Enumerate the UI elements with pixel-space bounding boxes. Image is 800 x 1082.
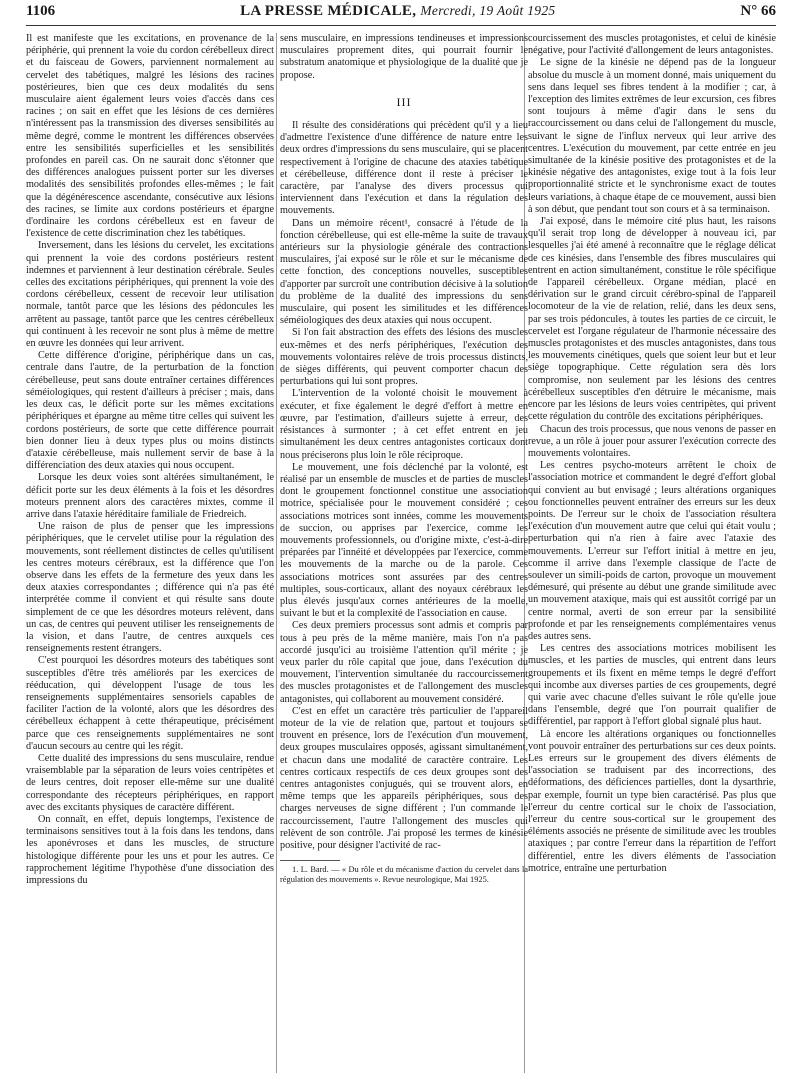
paragraph: Inversement, dans les lésions du cervelet, les excitations qui prennent la voie des cordons postérieurs restent indemnes et parviennent à leur destination cérébrale. Seules celles des excitations périphériques, qui prennent la voie des cordons cérébelleux, cessent de recevoir leur utilisation normale, tantôt parce que les lésions des pédoncules les arrêtent au passage, tantôt parce que les centres cérébelleux qui continuent à les recevoir ne sont plus à même de mettre en œuvre les données qui leur arrivent.: [26, 240, 274, 350]
paragraph: C'est en effet un caractère très particulier de l'appareil moteur de la vie de relation que, partout et toujours se trouvent en présence, lors de l'exécution d'un mouvement, deux groupes musculaires opposés, agissant simultanément, et chacun dans une modalité de caractère contraire. Les centres corticaux respectifs de ces deux groupes sont des centres antagonistes conjugués, qui se trouvent alors, en même temps que les appareils périphériques, sous des charges nerveuses de signe différent ; l'un commande le raccourcissement, l'autre l'allongement des muscles qui relèvent de son contrôle. J'ai proposé les termes de kinésie positive, pour désigner l'activité de rac-: [280, 705, 528, 851]
column-divider-left: [276, 33, 277, 1073]
paragraph: Cette dualité des impressions du sens musculaire, rendue vraisemblable par la séparation de leurs voies centripètes et de leurs centres, doit reposer elle-même sur une dualité correspondante des récepteurs périphériques, en rapport avec des excitants physiques de caractère différent.: [26, 752, 274, 813]
paragraph: Une raison de plus de penser que les impressions périphériques, que le cervelet utilise pour la régulation des mouvements, sont réellement distinctes de celles qu'utilisent les centres moteurs cérébraux, est la différence que l'on observe dans les effets de la fermeture des yeux dans les deux ataxies correspondantes ; différence qui n'a pas été interprétée comme il convient et qui résulte sans doute simplement de ce que les désordres moteurs relèvent, dans un cas, de centres qui peuvent utiliser les renseignements de la vision, et dans l'autre, de centres auxquels ces renseignements restent étrangers.: [26, 521, 274, 655]
column-3: [528, 33, 776, 1073]
footnote: 1. L. Bard. — « Du rôle et du mécanisme d'action du cervelet dans la régulation des mouvements ». Revue neurologique, Mai 1925.: [280, 865, 528, 885]
paragraph: C'est pourquoi les désordres moteurs des tabétiques sont susceptibles d'être très améliorés par les exercices de rééducation, qui développent l'usage de tous les renseignements supplémentaires sensoriels capables de faciliter l'action de la volonté, alors que les désordres des cérébelleux échappent à cette thérapeutique, précisément parce que ces renseignements supplémentaires ne sont d'aucun secours au centre qui les régit.: [26, 655, 274, 752]
paragraph: L'intervention de la volonté choisit le mouvement à exécuter, et fixe également le degré d'effort à mettre en œuvre, par l'estimation, d'ailleurs sujette à erreur, des résistances à surmonter ; à cet effet entrent en jeu simultanément les deux centres antagonistes corticaux dont nous préciserons plus loin le rôle réciproque.: [280, 388, 528, 461]
paragraph: Cette différence d'origine, périphérique dans un cas, centrale dans l'autre, de la perturbation de la fonction cérébelleuse, peut sans doute entraîner certaines différences séméiologiques, qui restent d'ailleurs à préciser ; mais, dans les deux cas, le déficit porte sur les mêmes excitations périphériques et épargne au même titre celles qui suivent les cordons postérieurs, de sorte que cette différence pourrait bien donner lieu à deux types plus ou moins distincts d'ataxie cérébelleuse, mais nullement servir de base à la différenciation des deux ataxies qui nous occupent.: [26, 350, 274, 472]
page-header: [26, 3, 776, 26]
paragraph: courcissement des muscles protagonistes, et celui de kinésie négative, pour l'activité d'allongement de leurs antagonistes.: [528, 33, 776, 57]
issue-date: Mercredi, 19 Août 1925: [420, 3, 556, 18]
paragraph: Lorsque les deux voies sont altérées simultanément, le déficit porte sur les deux éléments à la fois et les désordres moteurs prennent alors des caractères mixtes, comme il arrive dans l'ataxie héréditaire familiale de Friedreich.: [26, 472, 274, 520]
footnote-rule: [280, 860, 340, 861]
column-2: [280, 33, 528, 1073]
paragraph: J'ai exposé, dans le mémoire cité plus haut, les raisons qu'il serait trop long de développer à nouveau ici, par lesquelles j'ai été amené à reconnaître que le réglage délicat de ces kinésies, dans l'ensemble des fibres musculaires qui entrent en action simultanément, constitue le rôle spécifique de l'appareil cérébelleux. Organe médian, placé en dérivation sur le grand circuit cérébro-spinal de l'appareil locomoteur de la vie de relation, relié, dans les deux sens, par ses trois pédoncules, à toutes les parties de ce circuit, le cervelet est l'organe régulateur de l'harmonie nécessaire des muscles protagonistes et des muscles antagonistes, dans tous les mouvements cinétiques, quels que soient leur but et leur siège topographique. Cette régulation sera dès lors compromise, non seulement par les lésions des centres cérébelleux susceptibles d'en détruire le mécanisme, mais encore par les lésions de leurs voies centripètes, qui privent cette régulation du contrôle des excitations périphériques.: [528, 216, 776, 423]
paragraph: Il est manifeste que les excitations, en provenance de la périphérie, qui prennent la voie du cordon cérébelleux direct et du faisceau de Gowers, parviennent normalement au cervelet des tabétiques, malgré les lésions des racines postérieures, bien que ces deux modalités du sens musculaire aient également leurs voies d'accès dans ces racines ; on sait en effet que les lésions de ces dernières n'intéressent pas la transmission des diverses sensibilités au même degré, comme le montrent les différences observées entre les sensibilités superficielles et les sensibilités profondes en pareil cas. On ne saurait donc s'étonner que des différences analogues puissent porter sur les diverses modalités des sensibilités profondes elles-mêmes ; le fait que la dégénérescence ascendante, consécutive aux lésions des racines, se limite aux cordons postérieurs et épargne d'ordinaire les cordons cérébelleux est en faveur de l'existence de cette discrimination chez les tabétiques.: [26, 33, 274, 240]
journal-title: [240, 3, 555, 20]
journal-name: LA PRESSE MÉDICALE,: [240, 3, 417, 19]
paragraph: Le signe de la kinésie ne dépend pas de la longueur absolue du muscle à un moment donné, mais uniquement du sens dans lequel ses fibres tendent à la modifier ; car, à l'exception des limites extrêmes de leur excursion, ces fibres sont toujours à même d'agir dans le sens du raccourcissement ou dans celui de l'allongement du muscle, suivant le signe de l'influx nerveux qui leur arrive des centres. L'exécution du mouvement, par cette entrée en jeu simultanée de la kinésie positive des protagonistes et de la kinésie négative des antagonistes, exige tout à la fois leur proportionnalité stricte et le synchronisme exact de toutes leurs variations, à chaque étape de ce mouvement, aussi bien à son début, que pendant tout son cours et à sa terminaison.: [528, 57, 776, 215]
section-heading: III: [396, 94, 412, 109]
paragraph: Chacun des trois processus, que nous venons de passer en revue, a un rôle à jouer pour assurer l'exécution correcte des mouvements volontaires.: [528, 423, 776, 459]
issue-number: N° 66: [740, 3, 776, 19]
column-1: [26, 33, 274, 1073]
paragraph: Les centres des associations motrices mobilisent les muscles, et les parties de muscles, qui entrent dans leurs groupements et ils fixent en même temps le degré d'effort qui incombe aux diverses parties de ces groupements, degré qui varie avec chacune d'elles suivant le rôle qu'elle joue dans l'ensemble, degré que l'on pourrait qualifier de différentiel, par rapport à l'effort global signalé plus haut.: [528, 643, 776, 728]
paragraph: Là encore les altérations organiques ou fonctionnelles vont pouvoir entraîner des perturbations sur ces deux points. Les erreurs sur le groupement des divers éléments de l'association se traduisent par des incorrections, des déformations, des déficiences partielles, dont la dysarthrie, par exemple, fournit un type bien caractérisé. Pas plus que l'erreur du centre cortical sur le choix de l'association, l'erreur du centre sous-cortical sur le groupement des éléments associés ne présente de similitude avec les troubles ataxiques ; par contre l'erreur dans la répartition de l'effort différentiel, entre les divers éléments de l'association motrice, entraîne une perturbation: [528, 728, 776, 874]
paragraph: Dans un mémoire récent¹, consacré à l'étude de la fonction cérébelleuse, qui est elle-même la suite de travaux antérieurs sur la physiologie générale des contractions musculaires, j'ai exposé sur le rôle et sur le mécanisme de cette fonction, des conceptions nouvelles, susceptibles d'apporter par surcroît une contribution décisive à la solution du problème de la dualité des impressions du sens musculaire, qui posent les similitudes et les différences séméiologiques des deux ataxies qui nous occupent.: [280, 217, 528, 327]
paragraph: sens musculaire, en impressions tendineuses et impressions musculaires proprement dites, qui pourrait fournir le substratum anatomique et physiologique de la dualité que je propose.: [280, 33, 528, 81]
page-number: 1106: [26, 3, 56, 19]
paragraph: Les centres psycho-moteurs arrêtent le choix de l'association motrice et commandent le degré d'effort global qui convient au but envisagé ; leurs altérations organiques ou fonctionnelles peuvent entraîner des erreurs sur les deux points. De l'erreur sur le choix de l'association résultera l'exécution d'un mouvement autre que celui qui était voulu ; perturbation qui n'a rien à faire avec l'ataxie des mouvements. L'erreur sur l'effort initial à mettre en jeu, comme il arrive dans l'exemple classique de l'acte de soulever un simili-poids de carton, provoque un mouvement démesuré, qui présente au début une grande similitude avec un mouvement ataxique, mais qui est aussitôt corrigé par un centre normal, averti de son erreur par la sensibilité profonde et par les renseignements complémentaires venus des autres sens.: [528, 460, 776, 642]
paragraph: Si l'on fait abstraction des effets des lésions des muscles eux-mêmes et des nerfs périphériques, l'exécution des mouvements volontaires relève de trois processus distincts, de sièges différents, qui peuvent comporter chacun des perturbations qui lui sont propres.: [280, 327, 528, 388]
paragraph: Le mouvement, une fois déclenché par la volonté, est réalisé par un ensemble de muscles et de parties de muscles dont le groupement fonctionnel constitue une association motrice, spécialisée pour le mouvement considéré ; ces associations motrices sont innées, comme les mouvements de succion, ou apprises par l'exercice, comme les mouvements professionnels, ou d'origine mixte, c'est-à-dire préparées par l'innéité et développées par l'exercice, comme les mouvements de la marche ou de la parole. Ces associations motrices sont assurées par des centres multiples, sous-corticaux, allant des noyaux cérébraux les plus élevés jusqu'aux cornes antérieures de la moelle, suivant le but et la complexité de l'association en cause.: [280, 461, 528, 620]
paragraph: Il résulte des considérations qui précèdent qu'il y a lieu d'admettre l'existence d'une différence de nature entre les deux ordres d'impressions du sens musculaire, qui se placent respectivement à l'origine de chacune des ataxies tabétique et cérébelleuse, différence dont il reste à préciser le caractère, par l'analyse des divers processus qui interviennent dans l'exécution et dans la régulation des mouvements.: [280, 120, 528, 217]
paragraph: On connaît, en effet, depuis longtemps, l'existence de terminaisons sensitives tout à la fois dans les tendons, dans les aponévroses et dans les muscles, de structure histologique différente pour les uns et pour les autres. Ce rapprochement légitime l'hypothèse d'une dissociation des impressions du: [26, 814, 274, 887]
paragraph: Ces deux premiers processus sont admis et compris par tous à peu près de la même manière, mais l'on n'a pas accordé jusqu'ici au troisième l'attention qu'il mérite ; je veux parler du rôle capital que joue, dans l'exécution du mouvement, l'intervention simultanée du raccourcissement des muscles protagonistes et de l'allongement des muscles antagonistes, qui collaborent au mouvement considéré.: [280, 620, 528, 705]
